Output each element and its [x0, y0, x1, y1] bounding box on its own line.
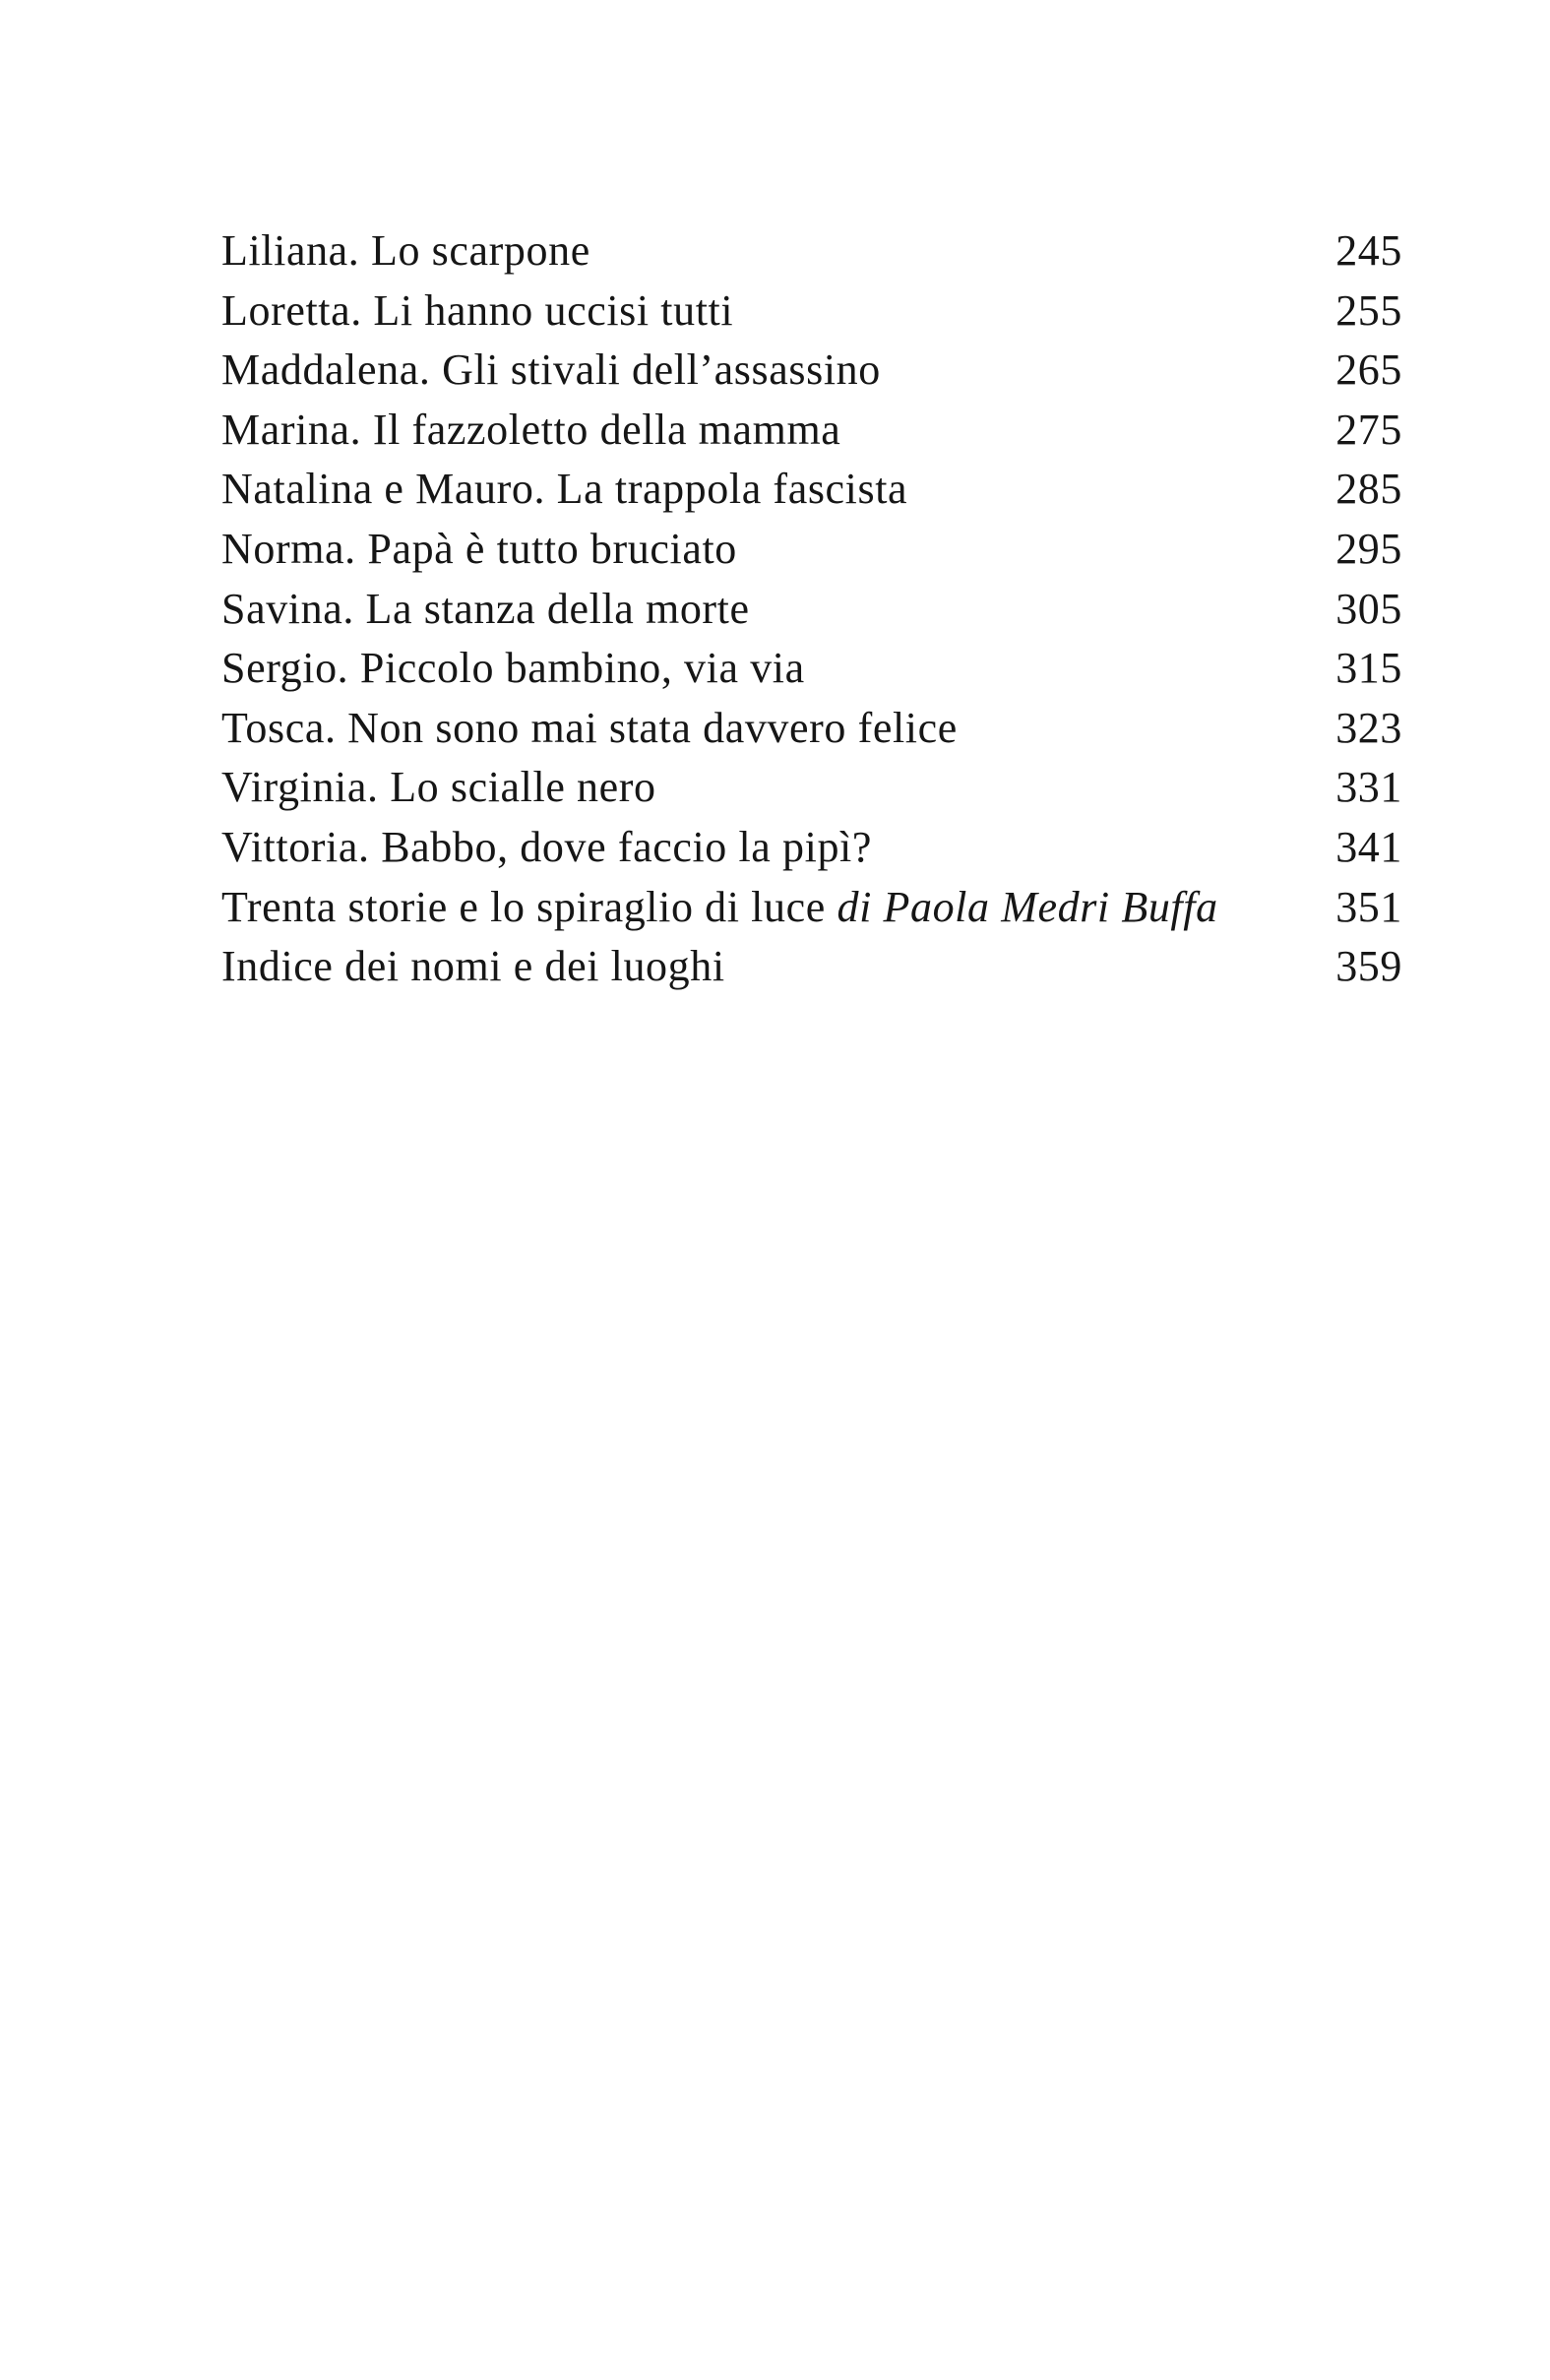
toc-entry-title: Virginia. Lo scialle nero: [221, 763, 656, 812]
toc-entry-page: 331: [1335, 763, 1402, 812]
toc-entry: [221, 341, 1402, 401]
toc-entry: [221, 758, 1402, 818]
toc-entry-page: 285: [1335, 465, 1402, 514]
toc-entry-author: di Paola Medri Buffa: [837, 882, 1218, 931]
toc-entry: [221, 639, 1402, 699]
toc-entry-page: 315: [1335, 644, 1402, 693]
toc-entry-page: 359: [1335, 942, 1402, 991]
toc-entry-page: 351: [1335, 882, 1402, 931]
toc-entry: [221, 282, 1402, 342]
toc-entry-page: 305: [1335, 584, 1402, 633]
toc-entry: [221, 878, 1402, 938]
toc-entry-title: Loretta. Li hanno uccisi tutti: [221, 285, 734, 335]
toc-entry: [221, 699, 1402, 759]
toc-entry: [221, 460, 1402, 520]
toc-entry: [221, 937, 1402, 997]
toc-entry-page: 275: [1335, 405, 1402, 454]
toc-entry-title: Indice dei nomi e dei luoghi: [221, 942, 725, 991]
toc-entry-page: 323: [1335, 703, 1402, 752]
toc-entry-title: Tosca. Non sono mai stata davvero felice: [221, 703, 958, 752]
toc-entry-title: Trenta storie e lo spiraglio di luce: [221, 882, 826, 931]
toc-entry-title-with-author: [221, 878, 1218, 938]
toc-entry-title: Marina. Il fazzoletto della mamma: [221, 405, 841, 454]
toc-entry: [221, 401, 1402, 461]
toc-entry: [221, 520, 1402, 580]
table-of-contents: [221, 221, 1402, 997]
toc-entry-page: 265: [1335, 345, 1402, 395]
toc-entry-page: 245: [1335, 226, 1402, 275]
toc-entry-title: Norma. Papà è tutto bruciato: [221, 524, 737, 573]
toc-entry-page: 255: [1335, 285, 1402, 335]
toc-entry-page: 295: [1335, 524, 1402, 573]
toc-entry-title: Liliana. Lo scarpone: [221, 226, 590, 275]
toc-entry: [221, 221, 1402, 282]
toc-entry: [221, 818, 1402, 878]
toc-entry-title: Savina. La stanza della morte: [221, 584, 750, 633]
toc-entry-title: Maddalena. Gli stivali dell’assassino: [221, 345, 881, 395]
toc-entry-page: 341: [1335, 822, 1402, 871]
toc-entry: [221, 580, 1402, 640]
toc-entry-title: Vittoria. Babbo, dove faccio la pipì?: [221, 822, 873, 871]
toc-entry-title: Natalina e Mauro. La trappola fascista: [221, 465, 908, 514]
toc-entry-title: Sergio. Piccolo bambino, via via: [221, 644, 805, 693]
